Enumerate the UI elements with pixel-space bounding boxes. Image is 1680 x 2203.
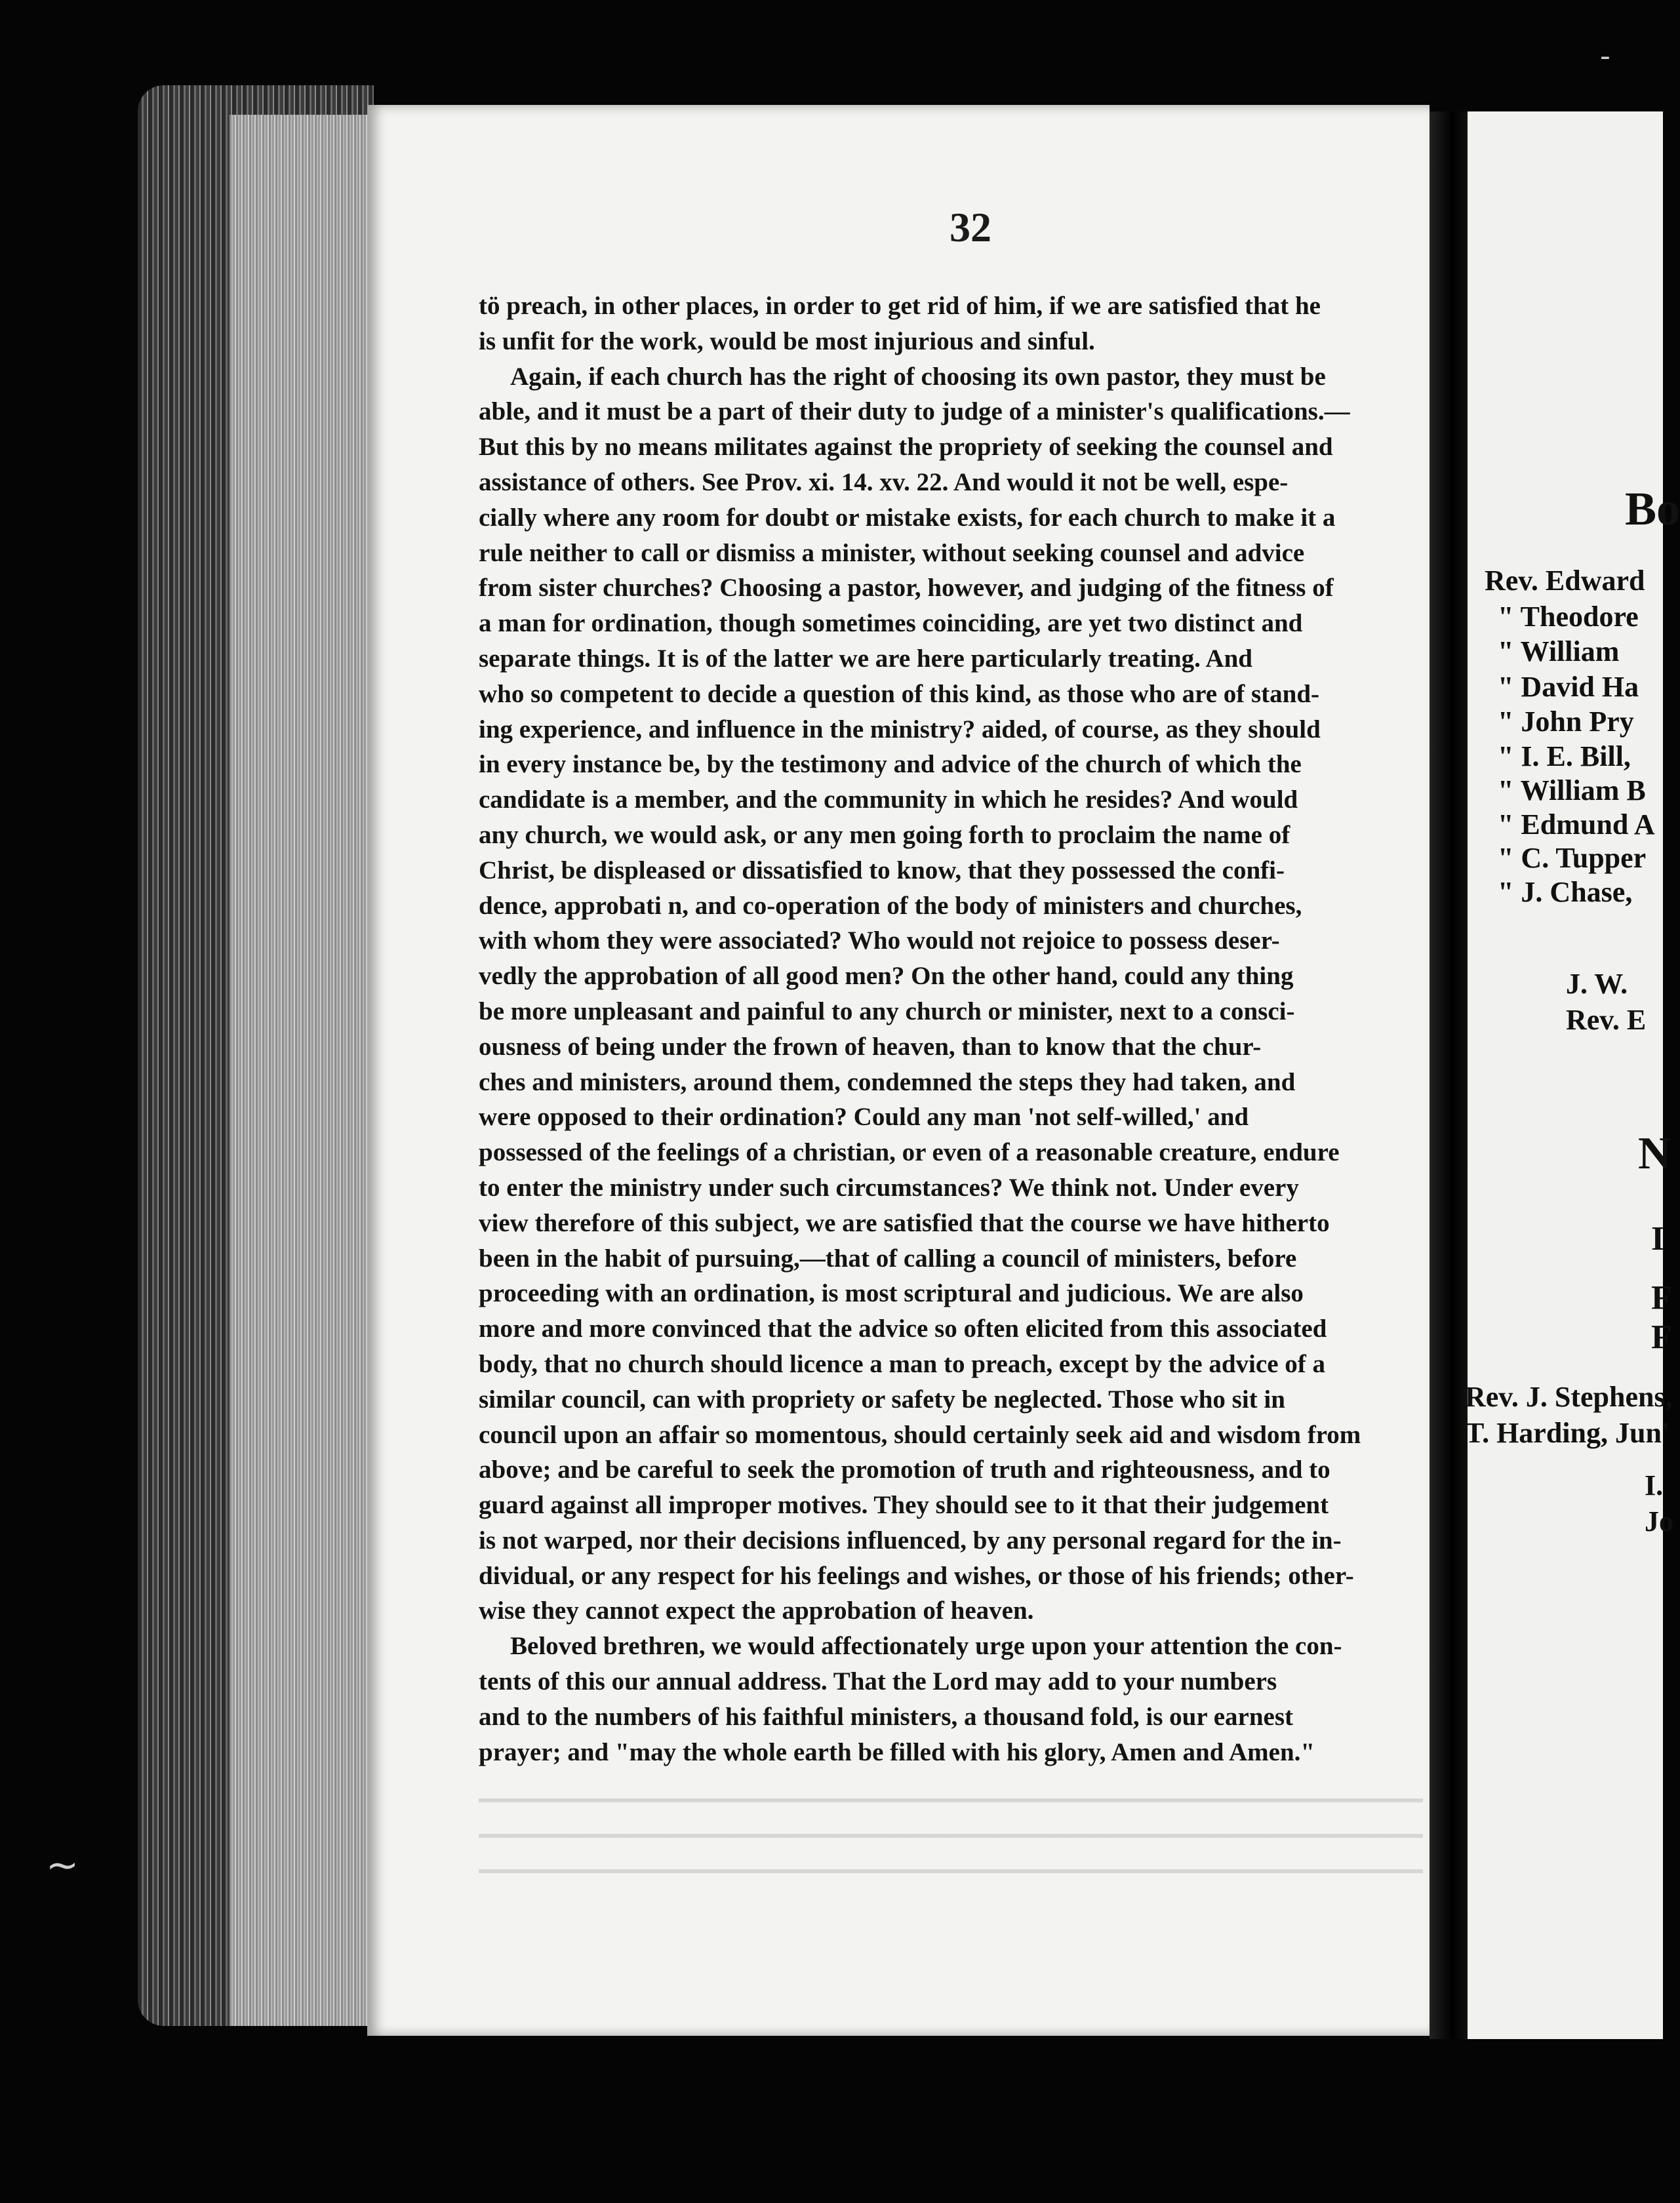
right-officer-line: J. W. (1566, 968, 1628, 1000)
text-line: Christ, be displeased or dissatisfied to know, that they possessed the confi- (479, 856, 1285, 884)
text-line: cially where any room for doubt or mistake exists, for each church to make it a (479, 503, 1336, 532)
text-line: rule neither to call or dismiss a minister, without seeking counsel and advice (479, 538, 1305, 567)
right-name-line: " Edmund A (1498, 808, 1655, 841)
right-letter: I (1651, 1220, 1665, 1258)
right-name-line: Rev. Edward (1485, 565, 1645, 597)
text-line: is not warped, nor their decisions influenced, by any personal regard for the in- (479, 1526, 1342, 1555)
text-line: view therefore of this subject, we are satisfied that the course we have hitherto (479, 1208, 1330, 1237)
text-line: separate things. It is of the latter we are here particularly treating. And (479, 644, 1252, 673)
body-text (479, 288, 1423, 1770)
text-line: able, and it must be a part of their duty to judge of a minister's qualifications.— (479, 397, 1350, 426)
text-line: prayer; and "may the whole earth be filled with his glory, Amen and Amen." (479, 1737, 1315, 1766)
bleed-through-text (479, 1780, 1423, 1885)
page-block-edges (230, 115, 367, 2026)
right-trailing-line: Jo (1645, 1505, 1673, 1538)
text-line: with whom they were associated? Who would not rejoice to possess deser- (479, 926, 1280, 955)
right-name-line: " C. Tupper (1498, 842, 1647, 874)
text-line: Beloved brethren, we would affectionately urge upon your attention the con- (510, 1632, 1342, 1661)
text-line: any church, we would ask, or any men going forth to proclaim the name of (479, 820, 1290, 849)
text-line: be more unpleasant and painful to any church or minister, next to a consci- (479, 997, 1295, 1025)
right-page (1465, 111, 1680, 2039)
text-line: tö preach, in other places, in order to get rid of him, if we are satisfied that he (479, 292, 1321, 320)
text-line: tents of this our annual address. That the Lord may add to your numbers (479, 1667, 1277, 1696)
text-line: ing experience, and influence in the ministry? aided, of course, as they should (479, 715, 1321, 744)
right-name-line: " J. Chase, (1498, 876, 1633, 908)
right-trailing-line: I. (1645, 1469, 1664, 1501)
text-line: ches and ministers, around them, condemned the steps they had taken, and (479, 1067, 1296, 1096)
right-name-line: " I. E. Bill, (1498, 740, 1631, 772)
text-line: above; and be careful to seek the promotion of truth and righteousness, and to (479, 1456, 1330, 1484)
text-line: and to the numbers of his faithful ministers, a thousand fold, is our earnest (479, 1702, 1294, 1731)
text-line: in every instance be, by the testimony and advice of the church of which the (479, 750, 1302, 779)
right-name-line: " David Ha (1498, 671, 1639, 703)
text-line: candidate is a member, and the community in which he resides? And would (479, 785, 1298, 814)
text-line: a man for ordination, though sometimes coinciding, are yet two distinct and (479, 609, 1303, 638)
text-line: Again, if each church has the right of choosing its own pastor, they must be (510, 362, 1326, 391)
text-line: proceeding with an ordination, is most scriptural and judicious. We are also (479, 1279, 1304, 1308)
text-line: council upon an affair so momentous, should certainly seek aid and wisdom from (479, 1420, 1361, 1449)
text-line: dence, approbati n, and co-operation of the body of ministers and churches, (479, 891, 1302, 920)
text-line: possessed of the feelings of a christian, or even of a reasonable creature, endure (479, 1138, 1340, 1167)
text-line: body, that no church should licence a man to preach, except by the advice of a (479, 1349, 1325, 1378)
right-name-line: " William B (1498, 774, 1646, 806)
right-letter: F (1651, 1319, 1672, 1356)
text-line: assistance of others. See Prov. xi. 14. xv. 22. And would it not be well, espe- (479, 467, 1289, 496)
text-line: more and more convinced that the advice so often elicited from this associated (479, 1315, 1327, 1343)
right-section-fragment: N (1638, 1128, 1671, 1179)
right-letter: F (1651, 1279, 1672, 1317)
text-line: dividual, or any respect for his feelings and wishes, or those of his friends; other- (479, 1561, 1354, 1590)
right-signer-line: T. Harding, Jun' (1465, 1417, 1670, 1449)
text-line: is unfit for the work, would be most injurious and sinful. (479, 327, 1095, 355)
text-line: were opposed to their ordination? Could any man 'not self-willed,' and (479, 1103, 1249, 1132)
right-heading-fragment: Bo (1625, 483, 1680, 535)
scan-mark: ~ (46, 1842, 79, 1888)
text-line: to enter the ministry under such circumstances? We think not. Under every (479, 1173, 1299, 1202)
right-name-line: " Theodore (1498, 601, 1639, 633)
scan-mark: - (1600, 39, 1610, 73)
right-name-line: " John Pry (1498, 705, 1634, 738)
text-line: who so competent to decide a question of this kind, as those who are of stand- (479, 679, 1320, 708)
text-line: similar council, can with propriety or safety be neglected. Those who sit in (479, 1385, 1285, 1414)
text-line: from sister churches? Choosing a pastor, however, and judging of the fitness of (479, 574, 1334, 603)
right-signer-line: Rev. J. Stephens, (1465, 1381, 1673, 1413)
text-line: But this by no means militates against the propriety of seeking the counsel and (479, 433, 1333, 462)
text-line: vedly the approbation of all good men? On the other hand, could any thing (479, 962, 1294, 991)
right-name-line: " William (1498, 635, 1620, 667)
page-number: 32 (950, 204, 991, 250)
right-officer-line: Rev. E (1566, 1004, 1647, 1036)
text-line: guard against all improper motives. They should see to it that their judgement (479, 1491, 1329, 1520)
text-line: ousness of being under the frown of heaven, than to know that the chur- (479, 1032, 1262, 1061)
text-line: been in the habit of pursuing,—that of calling a council of ministers, before (479, 1244, 1297, 1273)
gutter (1430, 111, 1468, 2039)
text-line: wise they cannot expect the approbation of heaven. (479, 1597, 1034, 1625)
